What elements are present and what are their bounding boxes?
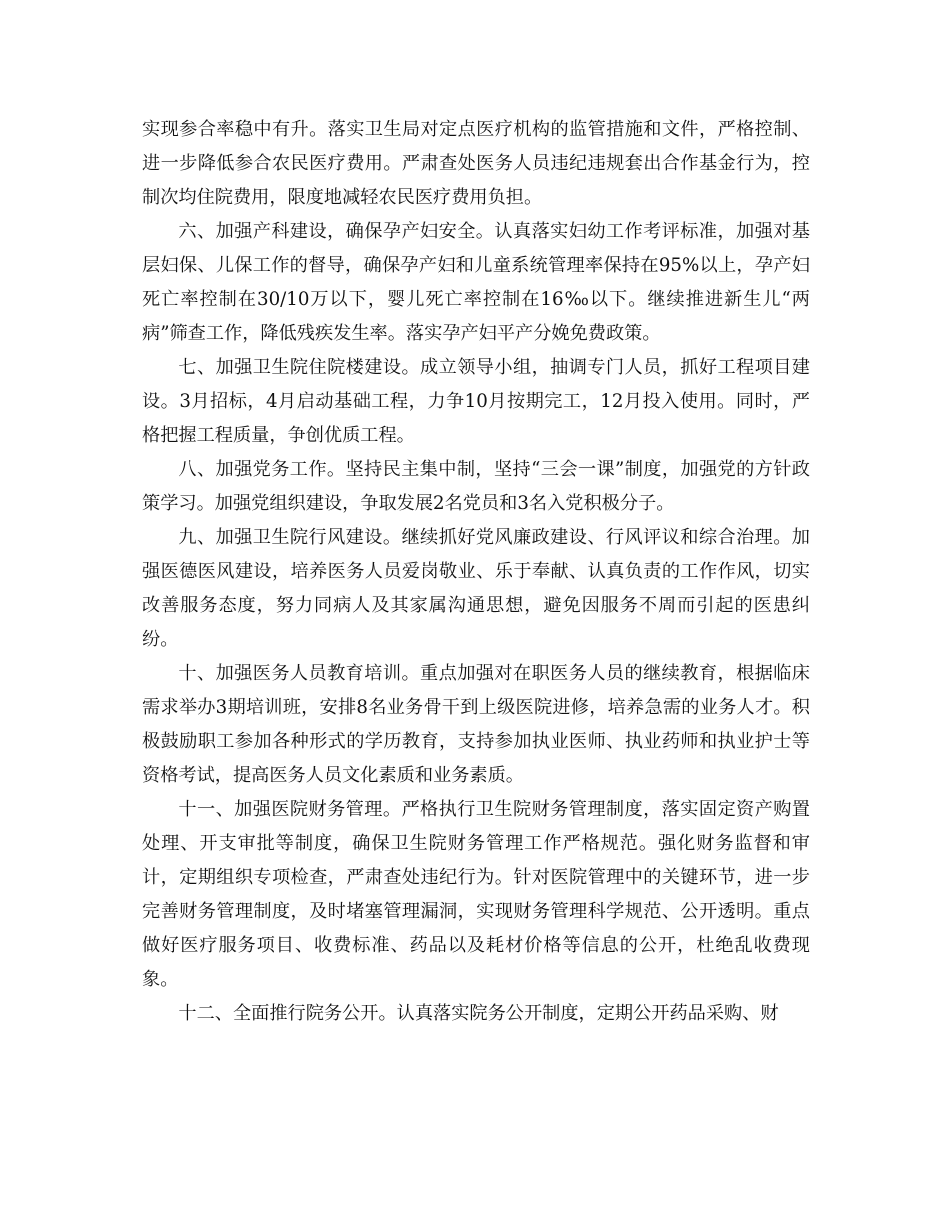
paragraph-item-9: 九、加强卫生院行风建设。继续抓好党风廉政建设、行风评议和综合治理。加强医德医风建设，培养医务人员爱岗敬业、乐于奉献、认真负责的工作作风，切实改善服务态度，努力同病人及其家属沟通思想，避免因服务不周而引起的医患纠纷。: [142, 527, 810, 650]
paragraph-item-6: 六、加强产科建设，确保孕产妇安全。认真落实妇幼工作考评标准，加强对基层妇保、儿保工作的督导，确保孕产妇和儿童系统管理率保持在95%以上，孕产妇死亡率控制在30/10万以下，婴儿死亡率控制在16‰以下。继续推进新生儿“两病”筛查工作，降低残疾发生率。落实孕产妇平产分娩免费政策。: [142, 221, 810, 344]
document-body: [142, 113, 810, 1031]
paragraph-item-12: 十二、全面推行院务公开。认真落实院务公开制度，定期公开药品采购、财: [178, 1003, 779, 1024]
paragraph-continuation: 实现参合率稳中有升。落实卫生局对定点医疗机构的监管措施和文件，严格控制、进一步降低参合农民医疗费用。严肃查处医务人员违纪违规套出合作基金行为，控制次均住院费用，限度地减轻农民医疗费用负担。: [142, 119, 810, 208]
paragraph-item-11: 十一、加强医院财务管理。严格执行卫生院财务管理制度，落实固定资产购置处理、开支审批等制度，确保卫生院财务管理工作严格规范。强化财务监督和审计，定期组织专项检查，严肃查处违纪行为。针对医院管理中的关键环节，进一步完善财务管理制度，及时堵塞管理漏洞，实现财务管理科学规范、公开透明。重点做好医疗服务项目、收费标准、药品以及耗材价格等信息的公开，杜绝乱收费现象。: [142, 799, 810, 990]
paragraph-item-8: 八、加强党务工作。坚持民主集中制，坚持“三会一课”制度，加强党的方针政策学习。加强党组织建设，争取发展2名党员和3名入党积极分子。: [142, 459, 810, 514]
paragraph-item-7: 七、加强卫生院住院楼建设。成立领导小组，抽调专门人员，抓好工程项目建设。3月招标，4月启动基础工程，力争10月按期完工，12月投入使用。同时，严格把握工程质量，争创优质工程。: [142, 357, 810, 446]
paragraph-item-10: 十、加强医务人员教育培训。重点加强对在职医务人员的继续教育，根据临床需求举办3期培训班，安排8名业务骨干到上级医院进修，培养急需的业务人才。积极鼓励职工参加各种形式的学历教育，支持参加执业医师、执业药师和执业护士等资格考试，提高医务人员文化素质和业务素质。: [142, 663, 810, 786]
